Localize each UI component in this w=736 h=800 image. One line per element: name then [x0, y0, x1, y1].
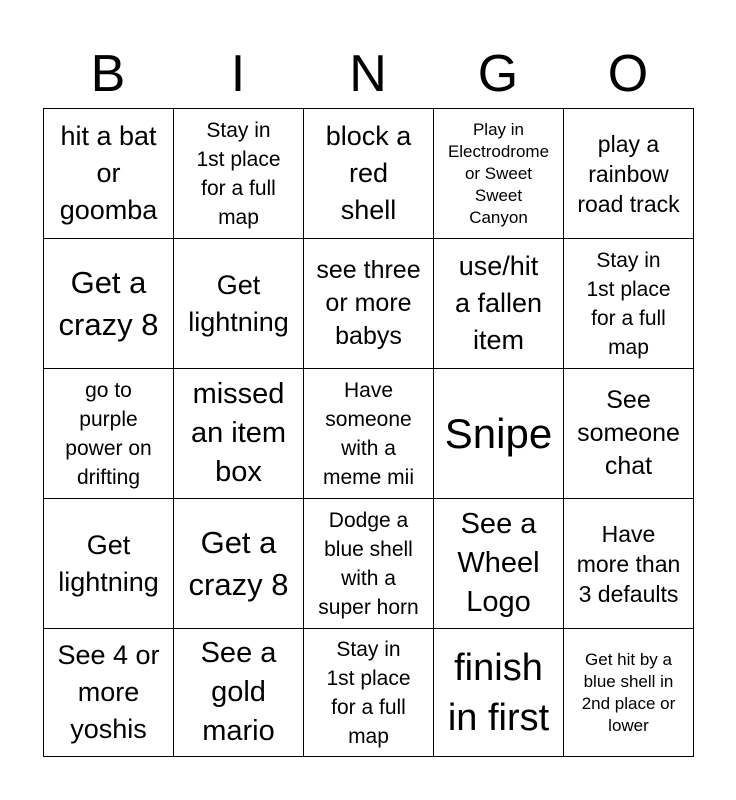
- cell-text: missed an item box: [190, 378, 287, 488]
- bingo-cell[interactable]: [434, 239, 564, 369]
- bingo-cell[interactable]: [564, 499, 694, 629]
- header-letter-b: B: [90, 45, 126, 103]
- bingo-cell[interactable]: [174, 109, 304, 239]
- bingo-cell[interactable]: [304, 239, 434, 369]
- cell-text: Have more than 3 defaults: [576, 520, 681, 607]
- bingo-cell[interactable]: [44, 109, 174, 239]
- bingo-cell[interactable]: [564, 629, 694, 757]
- cell-text: See a gold mario: [200, 637, 277, 747]
- header-letter-g: G: [477, 45, 519, 103]
- cell-text: block a red shell: [325, 121, 412, 225]
- bingo-cell[interactable]: [434, 369, 564, 499]
- cell-text: Get lightning: [58, 529, 159, 597]
- cell-text: use/hit a fallen item: [454, 251, 543, 355]
- cell-text: Get lightning: [188, 269, 289, 337]
- cell-text: Stay in 1st place for a full map: [196, 118, 281, 229]
- bingo-cell[interactable]: [44, 239, 174, 369]
- header-letter-n: N: [349, 45, 387, 103]
- cell-text: go to purple power on drifting: [65, 378, 152, 489]
- cell-text: Play in Electrodrome or Sweet Sweet Canyon: [447, 119, 550, 227]
- cell-text: hit a bat or goomba: [59, 121, 158, 225]
- bingo-cell[interactable]: [174, 239, 304, 369]
- cell-text: play a rainbow road track: [577, 130, 680, 217]
- bingo-cell[interactable]: [564, 239, 694, 369]
- bingo-cell[interactable]: [564, 369, 694, 499]
- header-letter-i: I: [230, 45, 246, 103]
- cell-text: Get a crazy 8: [58, 264, 159, 342]
- cell-text: Get hit by a blue shell in 2nd place or lower: [581, 649, 676, 735]
- bingo-cell[interactable]: [304, 629, 434, 757]
- bingo-cell[interactable]: [44, 499, 174, 629]
- bingo-cell[interactable]: [174, 369, 304, 499]
- bingo-cell[interactable]: [304, 369, 434, 499]
- bingo-cell[interactable]: [44, 369, 174, 499]
- bingo-cell[interactable]: [304, 499, 434, 629]
- cell-text: Stay in 1st place for a full map: [326, 637, 411, 748]
- cell-text: finish in first: [447, 646, 550, 739]
- bingo-cell[interactable]: [434, 109, 564, 239]
- bingo-cell[interactable]: [44, 629, 174, 757]
- bingo-cell[interactable]: [564, 109, 694, 239]
- cell-text: Stay in 1st place for a full map: [586, 248, 671, 359]
- cell-text: Have someone with a meme mii: [322, 378, 414, 489]
- cell-text: Dodge a blue shell with a super horn: [318, 508, 419, 619]
- bingo-cell[interactable]: [434, 629, 564, 757]
- cell-text: See 4 or more yoshis: [57, 640, 160, 744]
- bingo-cell[interactable]: [174, 499, 304, 629]
- header-letter-o: O: [607, 45, 649, 103]
- bingo-board: [43, 108, 694, 757]
- bingo-header: [43, 40, 693, 108]
- bingo-cell[interactable]: [434, 499, 564, 629]
- cell-text: see three or more babys: [316, 256, 421, 350]
- bingo-cell[interactable]: [304, 109, 434, 239]
- cell-text: See a Wheel Logo: [457, 508, 540, 618]
- cell-text: Snipe: [444, 409, 553, 457]
- cell-text: See someone chat: [577, 386, 680, 480]
- bingo-cell[interactable]: [174, 629, 304, 757]
- cell-text: Get a crazy 8: [188, 524, 289, 602]
